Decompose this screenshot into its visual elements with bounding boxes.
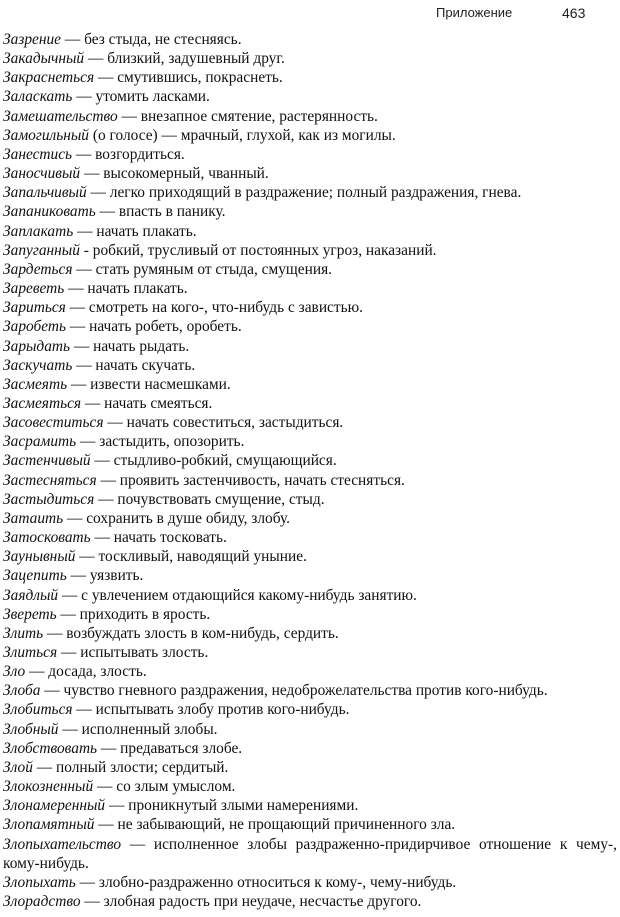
page-number: 463 (562, 5, 586, 21)
entry-definition: — со злым умыслом. (93, 778, 236, 796)
glossary-entry (3, 260, 617, 279)
entry-term: Запальчивый (3, 184, 87, 202)
entry-term: Заробеть (3, 318, 66, 336)
glossary-entry (3, 202, 617, 221)
glossary-entry (3, 892, 617, 911)
entry-definition: — сохранить в душе обиду, злобу. (63, 509, 290, 527)
entry-definition: — проявить застенчивость, начать стесняться. (96, 471, 405, 489)
entry-term: Злонамеренный (3, 797, 106, 815)
entry-definition: — возбуждать злость в ком-нибудь, сердить. (43, 624, 339, 642)
entry-term: Зацепить (3, 567, 67, 585)
entry-definition: — уязвить. (66, 567, 144, 585)
entry-definition: — испытывать злость. (57, 644, 209, 661)
entry-definition: — исполненный злобы. (58, 720, 218, 738)
entry-term: Засмеять (3, 375, 68, 393)
entry-term: Злобиться (3, 701, 73, 719)
entry-term: Застенчивый (3, 452, 91, 470)
glossary-entry (3, 471, 617, 490)
entry-term: Засовеститься (3, 414, 104, 432)
glossary-entry (3, 222, 617, 241)
entry-definition: — начать плакать. (73, 222, 197, 240)
glossary-entry (3, 279, 617, 298)
entry-definition: — досада, злость. (25, 663, 147, 681)
entry-term: Злить (3, 624, 44, 642)
running-head (0, 4, 620, 22)
entry-definition: — смотреть на кого-, что-нибудь с завистью. (65, 299, 363, 317)
entry-definition: — начать скучать. (72, 356, 196, 374)
entry-term: Зардеться (3, 260, 73, 278)
entry-definition: — с увлечением отдающийся какому-нибудь занятию. (58, 586, 417, 604)
entry-term: Злопыхательство (3, 835, 122, 853)
entry-definition: — начать совеститься, застыдиться. (103, 414, 344, 432)
entry-term: Заласкать (3, 88, 73, 106)
entry-term: Затаить (3, 509, 64, 527)
glossary-entry (3, 183, 617, 202)
glossary-entry (3, 375, 617, 394)
entry-definition: — предаваться злобе. (97, 739, 243, 757)
entry-definition: (о голосе) — мрачный, глухой, как из могилы. (89, 126, 396, 144)
glossary-entry (3, 68, 617, 87)
entry-definition: — близкий, задушевный друг. (84, 50, 285, 68)
glossary-entry (3, 107, 617, 126)
glossary-entry (3, 49, 617, 68)
entry-definition: — впасть в панику. (95, 203, 226, 221)
glossary-entry (3, 547, 617, 566)
glossary-entry (3, 643, 617, 662)
entry-definition: — начать робеть, оробеть. (66, 318, 242, 336)
entry-term: Застесняться (3, 471, 97, 489)
glossary-entry (3, 739, 617, 758)
glossary-entry (3, 662, 617, 681)
glossary-entry (3, 241, 617, 260)
entry-definition: — высокомерный, чванный. (80, 165, 269, 183)
entry-definition: — приходить в ярость. (56, 605, 211, 623)
entry-term: Злобный (3, 720, 59, 738)
entry-term: Злобствовать (3, 739, 98, 757)
entry-term: Злиться (3, 644, 58, 661)
entry-definition: — чувство гневного раздражения, недоброжелательства против кого-нибудь. (40, 682, 548, 700)
entry-definition: — застыдить, опозорить. (76, 433, 245, 451)
glossary-entry (3, 758, 617, 777)
glossary-entry (3, 164, 617, 183)
entry-definition: — возгордиться. (72, 145, 185, 163)
entry-term: Звереть (3, 605, 57, 623)
entry-definition: — начать тосковать. (90, 529, 227, 547)
entry-term: Засмеяться (3, 394, 82, 412)
glossary-entry (3, 873, 617, 892)
glossary-entry (3, 700, 617, 719)
entry-definition: — не забывающий, не прощающий причиненного зла. (94, 816, 456, 834)
entry-definition: — испытывать злобу против кого-нибудь. (72, 701, 350, 719)
glossary-entry (3, 145, 617, 164)
glossary-entry (3, 413, 617, 432)
entry-term: Злопыхать (3, 873, 76, 891)
glossary-entry (3, 337, 617, 356)
entry-definition: — начать смеяться. (81, 394, 213, 412)
entry-term: Заядлый (3, 586, 59, 604)
glossary-entry (3, 605, 617, 624)
entry-definition: — начать рыдать. (70, 337, 190, 355)
glossary-entry (3, 835, 617, 873)
entry-term: Замогильный (3, 126, 90, 144)
glossary-entry (3, 490, 617, 509)
entry-definition: — полный злости; сердитый. (32, 758, 229, 776)
entry-definition: — злобно-раздраженно относиться к кому-, чему-нибудь. (75, 873, 457, 891)
entry-definition: — смутившись, покраснеть. (94, 69, 283, 87)
glossary-entry (3, 624, 617, 643)
glossary-entry (3, 681, 617, 700)
entry-definition: — стыдливо-робкий, смущающийся. (90, 452, 337, 470)
entry-term: Зариться (3, 299, 66, 317)
entry-definition: — без стыда, не стесняясь. (61, 31, 242, 48)
entry-term: Зло (3, 663, 26, 681)
glossary-entry (3, 394, 617, 413)
glossary-list (3, 30, 617, 911)
entry-definition: — стать румяным от стыда, смущения. (72, 260, 333, 278)
entry-term: Запаниковать (3, 203, 96, 221)
entry-term: Злопамятный (3, 816, 95, 834)
entry-term: Злоба (3, 682, 41, 700)
glossary-entry (3, 777, 617, 796)
entry-term: Зарыдать (3, 337, 71, 355)
entry-term: Злорадство (3, 893, 81, 911)
entry-term: Злой (3, 758, 33, 776)
glossary-entry (3, 528, 617, 547)
glossary-entry (3, 815, 617, 834)
entry-definition: - робкий, трусливый от постоянных угроз, наказаний. (79, 241, 437, 259)
entry-definition: — начать плакать. (64, 280, 188, 298)
glossary-entry (3, 720, 617, 739)
entry-definition: — внезапное смятение, растерянность. (117, 107, 378, 125)
entry-definition: — исполненное злобы раздраженно-придирчивое отношение к чему-, кому-нибудь. (3, 835, 617, 872)
entry-term: Заносчивый (3, 165, 81, 183)
entry-term: Закадычный (3, 50, 85, 68)
entry-term: Застыдиться (3, 490, 95, 508)
glossary-entry (3, 796, 617, 815)
entry-term: Запуганный (3, 241, 80, 259)
glossary-entry (3, 509, 617, 528)
entry-term: Закраснеться (3, 69, 95, 87)
entry-term: Замешательство (3, 107, 118, 125)
entry-definition: — проникнутый злыми намерениями. (105, 797, 359, 815)
entry-term: Заунывный (3, 548, 76, 566)
entry-definition: — извести насмешками. (67, 375, 231, 393)
glossary-entry (3, 451, 617, 470)
entry-term: Зареветь (3, 280, 65, 298)
entry-definition: — утомить ласками. (72, 88, 210, 106)
glossary-entry (3, 432, 617, 451)
glossary-entry (3, 87, 617, 106)
entry-definition: — легко приходящий в раздражение; полный раздражения, гнева. (86, 184, 522, 202)
entry-term: Заскучать (3, 356, 73, 374)
entry-definition: — тоскливый, наводящий уныние. (75, 548, 307, 566)
glossary-entry (3, 566, 617, 585)
glossary-entry (3, 317, 617, 336)
entry-term: Зазрение (3, 31, 62, 48)
glossary-entry (3, 356, 617, 375)
glossary-entry (3, 126, 617, 145)
entry-definition: — почувствовать смущение, стыд. (94, 490, 325, 508)
entry-term: Занестись (3, 145, 73, 163)
entry-definition: — злобная радость при неудаче, несчастье другого. (80, 893, 422, 911)
glossary-entry (3, 298, 617, 317)
entry-term: Заплакать (3, 222, 74, 240)
section-title: Приложение (436, 5, 513, 20)
entry-term: Злокозненный (3, 778, 94, 796)
entry-term: Засрамить (3, 433, 77, 451)
glossary-entry (3, 30, 617, 49)
glossary-entry (3, 586, 617, 605)
entry-term: Затосковать (3, 529, 91, 547)
